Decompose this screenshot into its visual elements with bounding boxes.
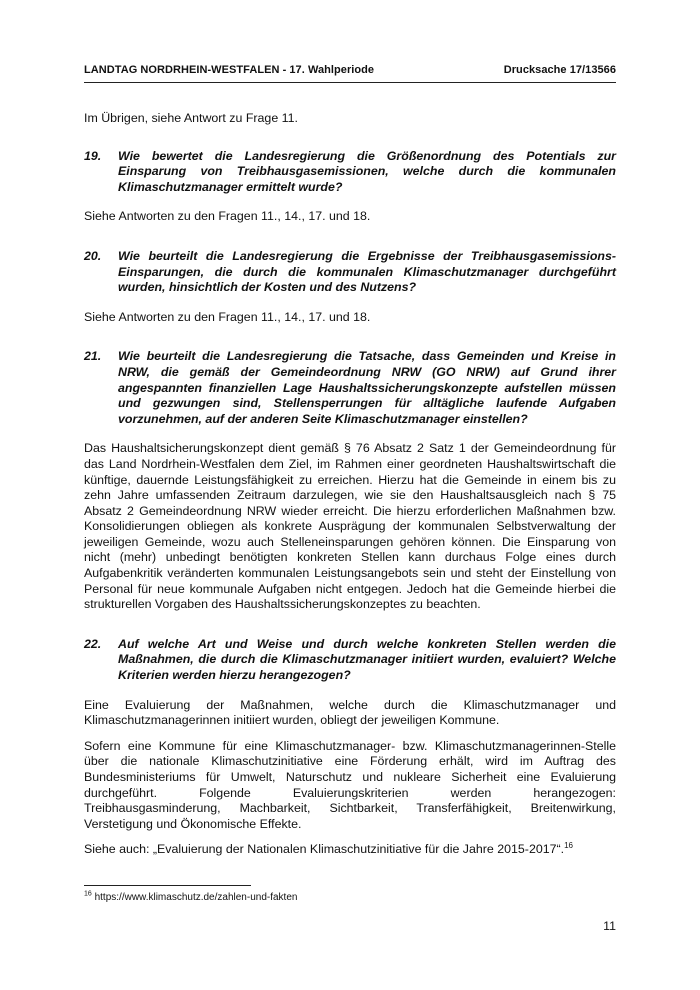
question-number: 22. [84, 636, 102, 651]
question-text: Wie beurteilt die Landesregierung die Ergebnisse der Treibhausgasemissions-Einsparungen, die durch die kommunalen Klimaschutzmanager durchgeführt wurden, hinsichtlich der Kosten und des Nutzens? [118, 248, 616, 295]
footnote-divider [84, 885, 251, 886]
question-21 [84, 349, 616, 427]
footnote-link[interactable]: https://www.klimaschutz.de/zahlen-und-fakten [94, 892, 298, 903]
answer-22-paragraph-1: Eine Evaluierung der Maßnahmen, welche durch die Klimaschutzmanager und Klimaschutzmanagerinnen initiiert wurden, obliegt der jeweiligen Kommune. [84, 697, 616, 728]
answer-22-criteria-end: Verstetigung und Ökonomische Effekte. [84, 816, 302, 831]
answer-22-criteria-line: Treibhausgasminderung, Machbarkeit, Sichtbarkeit, Transferfähigkeit, Breitenwirkung, [84, 801, 616, 816]
answer-22-paragraph-2-main: Sofern eine Kommune für eine Klimaschutzmanager- bzw. Klimaschutzmanagerinnen-Stelle über die nationale Klimaschutzinitiative eine Förderung erhält, wird im Auftrag des Bundesministeriums für Umwelt, Naturschutz und nukleare Sicherheit eine Evaluierung durchgeführt. Folgende Evaluierungskriterien werden herangezogen: [84, 738, 616, 800]
see-also-text [84, 842, 616, 858]
header-document-number: Drucksache 17/13566 [503, 64, 616, 76]
question-number: 20. [84, 248, 102, 263]
footnote [84, 891, 297, 904]
question-number: 19. [84, 148, 102, 163]
answer-19: Siehe Antworten zu den Fragen 11., 14., 17. und 18. [84, 209, 371, 224]
document-body [84, 111, 616, 858]
header-divider [84, 82, 616, 83]
question-text: Wie bewertet die Landesregierung die Größenordnung des Potentials zur Einsparung von Treibhausgasemissionen, welche durch die kommunalen Klimaschutzmanager ermittelt wurde? [118, 148, 616, 194]
see-also-body: Siehe auch: „Evaluierung der Nationalen Klimaschutzinitiative für die Jahre 2015-2017“. [84, 842, 565, 857]
footnote-reference[interactable]: 16 [564, 841, 573, 851]
question-19 [84, 149, 616, 196]
header-title: LANDTAG NORDRHEIN-WESTFALEN - 17. Wahlperiode [84, 64, 375, 76]
question-20 [84, 249, 616, 296]
page-number: 11 [603, 919, 616, 933]
question-text: Auf welche Art und Weise und durch welche konkreten Stellen werden die Maßnahmen, die durch die Klimaschutzmanager initiiert wurden, evaluiert? Welche Kriterien werden hierzu herangezogen? [118, 636, 616, 683]
question-number: 21. [84, 349, 102, 364]
answer-22-paragraph-2 [84, 739, 616, 833]
intro-text: Im Übrigen, siehe Antwort zu Frage 11. [84, 111, 298, 125]
question-22 [84, 637, 616, 684]
answer-20: Siehe Antworten zu den Fragen 11., 14., 17. und 18. [84, 309, 371, 324]
answer-21: Das Haushaltsicherungskonzept dient gemäß § 76 Absatz 2 Satz 1 der Gemeindeordnung für das Land Nordrhein-Westfalen dem Ziel, im Rahmen einer geordneten Haushaltswirtschaft die künftige, dauernde Leistungsfähigkeit zu erreichen. Hierzu hat die Gemeinde in einem bis zu zehn Jahre umfassenden Zeitraum darzulegen, wie sie den Haushaltsausgleich nach § 75 Absatz 2 Gemeindeordnung NRW wieder erreicht. Die hierzu erforderlichen Maßnahmen bzw. Konsolidierungen obliegen als konkrete Ausprägung der kommunalen Selbstverwaltung der jeweiligen Gemeinde, wozu auch Stelleneinsparungen gehören können. Die Einsparung von nicht (mehr) unbedingt benötigten konkreten Stellen kann durchaus Folge eines durch Aufgabenkritik veränderten kommunalen Leistungsangebots sein und steht der Einstellung von Personal für neue kommunale Aufgaben nicht entgegen. Jedoch hat die Gemeinde hierbei die strukturellen Vorgaben des Haushaltssicherungskonzeptes zu beachten. [84, 441, 616, 612]
footnote-number: 16 [84, 890, 92, 898]
question-text: Wie beurteilt die Landesregierung die Tatsache, dass Gemeinden und Kreise in NRW, die gemäß der Gemeindeordnung NRW (GO NRW) auf Grund ihrer angespannten finanziellen Lage Haushaltssicherungskonzepte aufstellen müssen und gezwungen sind, Stellensperrungen für alltägliche laufende Aufgaben vorzunehmen, auf der anderen Seite Klimaschutzmanager einstellen? [118, 349, 616, 426]
